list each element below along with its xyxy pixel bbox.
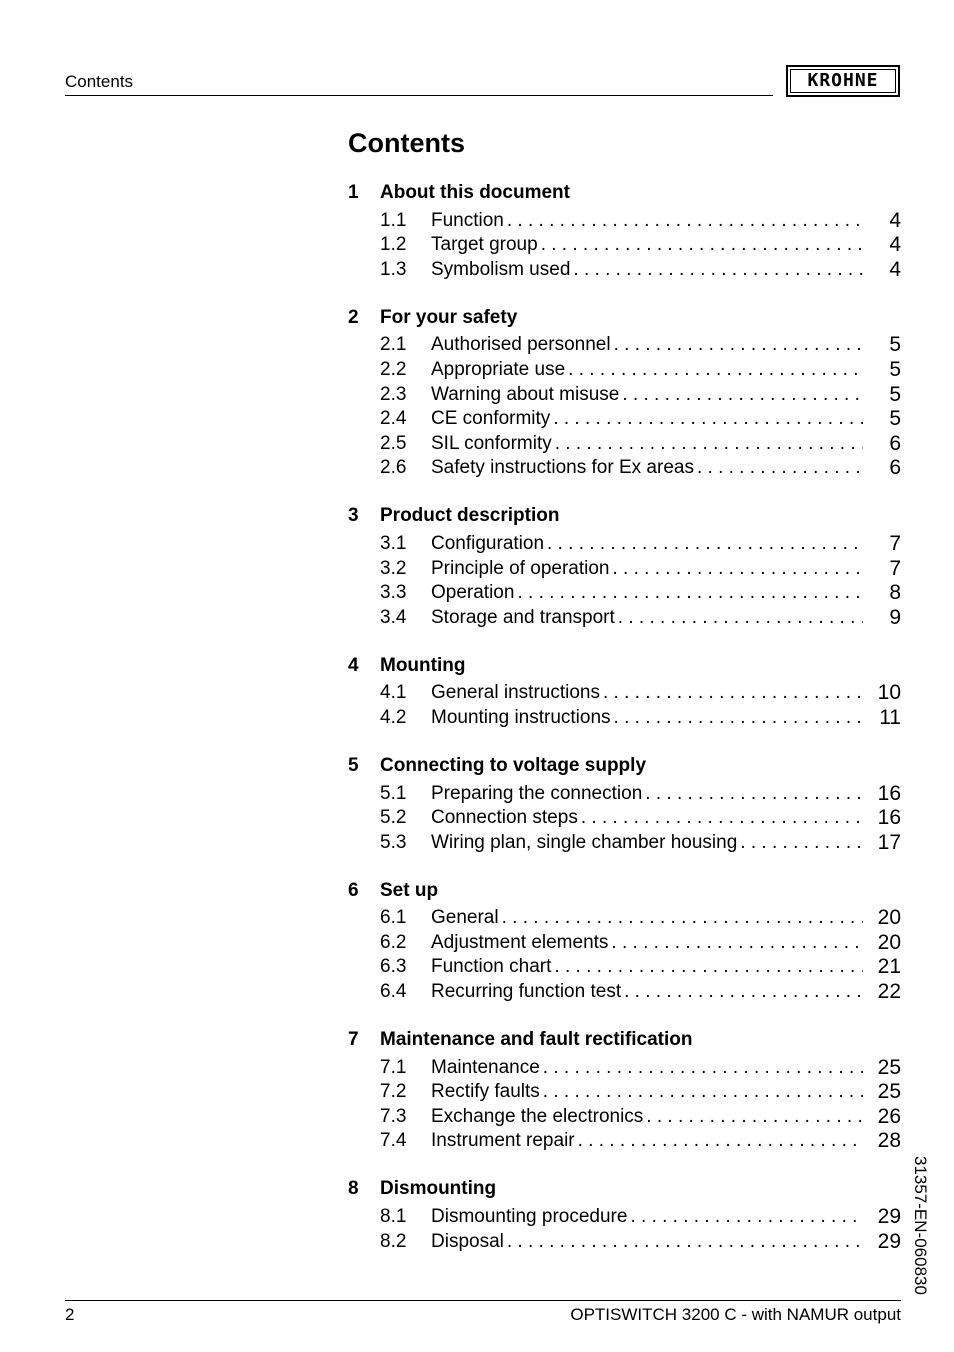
entry-number: 8.1	[380, 1206, 407, 1228]
entry-number: 1.3	[380, 258, 407, 280]
entry-number: 6.1	[380, 907, 407, 929]
dot-leader	[611, 931, 863, 955]
entry-label: Preparing the connection	[431, 782, 643, 804]
chapter-title: Dismounting	[380, 1178, 497, 1200]
toc-entry[interactable]	[348, 233, 901, 258]
dot-leader	[614, 706, 863, 730]
footer-rule	[65, 1300, 901, 1301]
toc-entry[interactable]	[348, 456, 901, 481]
chapter-number: 2	[348, 306, 359, 328]
toc-entry[interactable]	[348, 531, 901, 556]
chapter-number: 7	[348, 1029, 359, 1051]
entry-page: 6	[889, 431, 901, 455]
chapter-heading[interactable]	[348, 1025, 901, 1055]
chapter-number: 8	[348, 1178, 359, 1200]
chapter-heading[interactable]	[348, 1174, 901, 1204]
entry-label-wrap	[431, 980, 863, 1004]
toc-entry[interactable]	[348, 806, 901, 831]
entry-label-wrap	[431, 606, 863, 630]
toc-chapter	[348, 751, 901, 855]
entry-label-wrap	[431, 931, 863, 955]
dot-leader	[553, 407, 863, 431]
dot-leader	[541, 233, 863, 257]
entry-label-wrap	[431, 383, 863, 407]
entry-label-wrap	[431, 407, 863, 431]
chapter-title: Connecting to voltage supply	[380, 754, 647, 776]
entry-label-wrap	[431, 1205, 863, 1229]
chapter-number: 4	[348, 654, 359, 676]
chapter-heading[interactable]	[348, 178, 901, 208]
entry-number: 3.4	[380, 606, 407, 628]
entry-page: 5	[889, 357, 901, 381]
dot-leader	[555, 432, 863, 456]
entry-number: 5.1	[380, 782, 407, 804]
dot-leader	[618, 606, 863, 630]
entry-label: Configuration	[431, 532, 545, 554]
toc-chapter	[348, 1025, 901, 1153]
toc-chapter	[348, 876, 901, 1004]
entry-label-wrap	[431, 333, 863, 357]
entry-page: 17	[877, 830, 901, 854]
dot-leader	[630, 1205, 863, 1229]
entry-label: Maintenance	[431, 1056, 540, 1078]
entry-page: 29	[877, 1229, 901, 1253]
entry-label-wrap	[431, 358, 863, 382]
entry-label-wrap	[431, 456, 863, 480]
entry-page: 20	[877, 906, 901, 930]
chapter-heading[interactable]	[348, 876, 901, 906]
entry-number: 2.6	[380, 457, 407, 479]
dot-leader	[613, 557, 864, 581]
toc-entry[interactable]	[348, 605, 901, 630]
chapter-heading[interactable]	[348, 751, 901, 781]
toc-entry[interactable]	[348, 1080, 901, 1105]
entry-label-wrap	[431, 1129, 863, 1153]
entry-page: 4	[889, 233, 901, 257]
entry-label: SIL conformity	[431, 432, 552, 454]
entry-label: Appropriate use	[431, 358, 566, 380]
entry-label-wrap	[431, 806, 863, 830]
entry-number: 4.1	[380, 682, 407, 704]
toc-entry[interactable]	[348, 979, 901, 1004]
toc-entry[interactable]	[348, 257, 901, 282]
entry-page: 8	[889, 581, 901, 605]
entry-page: 29	[877, 1205, 901, 1229]
entry-page: 10	[877, 681, 901, 705]
entry-label-wrap	[431, 1105, 863, 1129]
dot-leader	[507, 209, 863, 233]
dot-leader	[507, 1230, 863, 1254]
entry-number: 2.2	[380, 358, 407, 380]
entry-label-wrap	[431, 1230, 863, 1254]
toc-entry[interactable]	[348, 955, 901, 980]
chapter-number: 1	[348, 182, 359, 203]
entry-label: Instrument repair	[431, 1130, 575, 1152]
dot-leader	[568, 358, 863, 382]
entry-number: 3.1	[380, 532, 407, 554]
entry-page: 5	[889, 407, 901, 431]
entry-number: 7.2	[380, 1081, 407, 1103]
entry-number: 7.4	[380, 1130, 407, 1152]
entry-label-wrap	[431, 532, 863, 556]
page-title: Contents	[348, 128, 465, 158]
entry-number: 4.2	[380, 706, 407, 728]
dot-leader	[624, 980, 863, 1004]
entry-page: 6	[889, 456, 901, 480]
dot-leader	[502, 906, 863, 930]
entry-number: 6.2	[380, 931, 407, 953]
entry-label: Recurring function test	[431, 981, 622, 1003]
entry-label: Function chart	[431, 956, 552, 978]
dot-leader	[581, 806, 863, 830]
chapter-title: For your safety	[380, 306, 518, 328]
entry-label-wrap	[431, 557, 863, 581]
entry-label-wrap	[431, 581, 863, 605]
entry-page: 7	[889, 556, 901, 580]
dot-leader	[547, 532, 863, 556]
toc-entry[interactable]	[348, 556, 901, 581]
toc-entry[interactable]	[348, 1055, 901, 1080]
toc-entry[interactable]	[348, 1129, 901, 1154]
entry-label: Mounting instructions	[431, 706, 611, 728]
entry-number: 7.3	[380, 1105, 407, 1127]
entry-label: Warning about misuse	[431, 383, 620, 405]
entry-label: Safety instructions for Ex areas	[431, 457, 694, 479]
entry-label-wrap	[431, 681, 863, 705]
entry-label: Target group	[431, 234, 538, 256]
dot-leader	[645, 782, 863, 806]
entry-label-wrap	[431, 432, 863, 456]
entry-number: 2.1	[380, 334, 407, 356]
chapter-title: Set up	[380, 879, 439, 901]
entry-label-wrap	[431, 209, 863, 233]
dot-leader	[622, 383, 863, 407]
entry-number: 6.3	[380, 956, 407, 978]
toc-entry[interactable]	[348, 382, 901, 407]
entry-number: 8.2	[380, 1230, 407, 1252]
entry-page: 4	[889, 208, 901, 232]
entry-label-wrap	[431, 955, 863, 979]
toc-chapter	[348, 303, 901, 481]
entry-page: 21	[877, 955, 901, 979]
dot-leader	[573, 258, 863, 282]
entry-label: Symbolism used	[431, 258, 571, 280]
toc-chapter	[348, 651, 901, 730]
entry-label: CE conformity	[431, 408, 551, 430]
entry-label-wrap	[431, 706, 863, 730]
toc-entry[interactable]	[348, 1229, 901, 1254]
entry-label-wrap	[431, 258, 863, 282]
toc-entry[interactable]	[348, 1204, 901, 1229]
toc-entry[interactable]	[348, 830, 901, 855]
chapter-number: 6	[348, 879, 359, 901]
entry-page: 20	[877, 930, 901, 954]
toc-entry[interactable]	[348, 705, 901, 730]
entry-page: 25	[877, 1080, 901, 1104]
entry-label: Authorised personnel	[431, 334, 611, 356]
chapter-number: 3	[348, 505, 359, 527]
entry-label: Wiring plan, single chamber housing	[431, 831, 738, 853]
toc-entry[interactable]	[348, 906, 901, 931]
chapter-title: About this document	[380, 182, 570, 203]
entry-page: 4	[889, 257, 901, 281]
entry-label: Function	[431, 209, 504, 231]
entry-number: 6.4	[380, 981, 407, 1003]
entry-page: 7	[889, 531, 901, 555]
logo-text: KROHNE	[790, 69, 896, 93]
toc-chapter	[348, 178, 901, 282]
entry-label-wrap	[431, 906, 863, 930]
toc-entry[interactable]	[348, 581, 901, 606]
entry-label-wrap	[431, 1056, 863, 1080]
entry-label-wrap	[431, 782, 863, 806]
entry-label: Connection steps	[431, 807, 578, 829]
toc-entry[interactable]	[348, 681, 901, 706]
entry-label: Adjustment elements	[431, 931, 609, 953]
dot-leader	[614, 333, 863, 357]
toc-entry[interactable]	[348, 431, 901, 456]
dot-leader	[554, 955, 863, 979]
toc-entry[interactable]	[348, 930, 901, 955]
toc-entry[interactable]	[348, 1104, 901, 1129]
entry-page: 9	[889, 605, 901, 629]
dot-leader	[517, 581, 863, 605]
entry-label-wrap	[431, 1080, 863, 1104]
entry-number: 2.4	[380, 408, 407, 430]
entry-page: 16	[877, 781, 901, 805]
toc-entry[interactable]	[348, 333, 901, 358]
entry-page: 5	[889, 382, 901, 406]
krohne-logo	[786, 65, 900, 97]
entry-page: 16	[877, 806, 901, 830]
dot-leader	[603, 681, 863, 705]
entry-number: 5.3	[380, 831, 407, 853]
chapter-heading[interactable]	[348, 651, 901, 681]
chapter-heading[interactable]	[348, 303, 901, 333]
entry-label: Disposal	[431, 1230, 504, 1252]
entry-label: General instructions	[431, 682, 600, 704]
entry-page: 28	[877, 1129, 901, 1153]
header-rule	[65, 95, 773, 96]
entry-label: Exchange the electronics	[431, 1105, 644, 1127]
dot-leader	[543, 1056, 863, 1080]
entry-number: 2.5	[380, 432, 407, 454]
entry-number: 3.3	[380, 582, 407, 604]
toc-entry[interactable]	[348, 208, 901, 233]
entry-label: Dismounting procedure	[431, 1206, 628, 1228]
running-header: Contents	[65, 72, 134, 91]
table-of-contents	[348, 178, 901, 1275]
toc-entry[interactable]	[348, 407, 901, 432]
entry-number: 7.1	[380, 1056, 407, 1078]
chapter-title: Mounting	[380, 654, 466, 676]
entry-label: Principle of operation	[431, 557, 610, 579]
entry-label-wrap	[431, 233, 863, 257]
entry-number: 3.2	[380, 557, 407, 579]
toc-entry[interactable]	[348, 781, 901, 806]
toc-chapter	[348, 1174, 901, 1253]
dot-leader	[578, 1129, 863, 1153]
chapter-title: Product description	[380, 505, 560, 527]
entry-page: 25	[877, 1055, 901, 1079]
entry-number: 2.3	[380, 383, 407, 405]
dot-leader	[543, 1080, 863, 1104]
entry-page: 26	[877, 1104, 901, 1128]
entry-label-wrap	[431, 831, 863, 855]
footer-doc-title: OPTISWITCH 3200 C - with NAMUR output	[570, 1305, 901, 1324]
entry-number: 1.2	[380, 234, 407, 256]
entry-label: Operation	[431, 582, 515, 604]
chapter-title: Maintenance and fault rectification	[380, 1029, 693, 1051]
entry-label: Storage and transport	[431, 606, 615, 628]
entry-page: 5	[889, 333, 901, 357]
chapter-heading[interactable]	[348, 501, 901, 531]
entry-number: 1.1	[380, 209, 407, 231]
toc-entry[interactable]	[348, 357, 901, 382]
entry-number: 5.2	[380, 807, 407, 829]
dot-leader	[740, 831, 863, 855]
chapter-number: 5	[348, 754, 359, 776]
page-number: 2	[65, 1305, 75, 1324]
document-code: 31357-EN-060830	[911, 1156, 930, 1295]
entry-label: General	[431, 907, 499, 929]
entry-page: 22	[877, 980, 901, 1004]
entry-page: 11	[879, 705, 901, 729]
dot-leader	[697, 456, 863, 480]
dot-leader	[646, 1105, 863, 1129]
entry-label: Rectify faults	[431, 1081, 540, 1103]
toc-chapter	[348, 501, 901, 629]
